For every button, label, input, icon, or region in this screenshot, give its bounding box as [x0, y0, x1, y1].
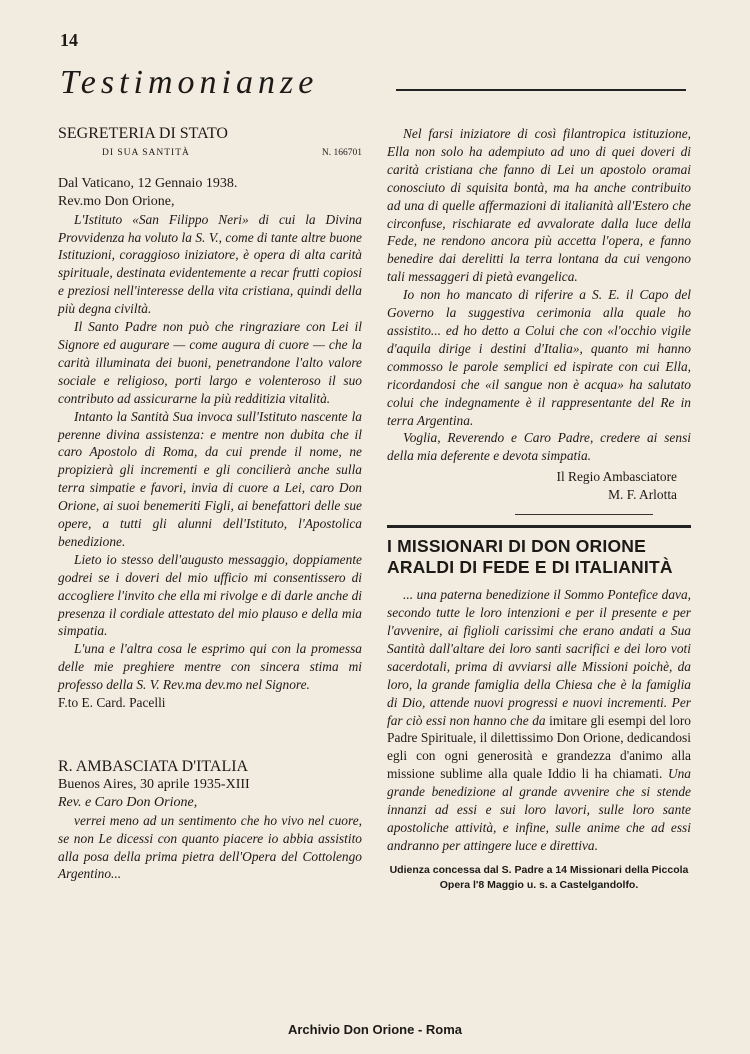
ambassador-title: Il Regio Ambasciatore — [556, 469, 677, 485]
ambassador-name: M. F. Arlotta — [608, 487, 677, 503]
segreteria-salutation: Rev.mo Don Orione, — [58, 193, 175, 209]
ambasciata-paragraph: Nel farsi iniziatore di così filantropica istituzione, Ella non solo ha adempiuto ad uno di quei doveri di carità cristiana che fanno di Lei un apostolo oramai conosciuto di squisita bontà, ma ha anche contribuito ad una di quelle affermazioni di italianità all'Estero che circonfuse, rischiarate ed avvalorate dalla luce della Fede, ne rendono ancora più accetta l'opera, e fanno benedire dai derelitti la terra lontana da cui vengono tali messaggeri di pietà evangelica. — [387, 126, 691, 285]
right-column — [387, 125, 691, 893]
header-title: Testimonianze — [60, 64, 319, 101]
ambasciata-salutation: Rev. e Caro Don Orione, — [58, 794, 198, 810]
protocol-number: N. 166701 — [321, 147, 362, 158]
left-column — [58, 125, 362, 883]
section-header — [60, 64, 686, 108]
segreteria-paragraph: Intanto la Santità Sua invoca sull'Istituto nascente la perenne divina assistenza: e mentre non dubita che il caro Apostolo di Roma, da cui prende il nome, ne propizierà gli incrementi e gli concilierà anche sulla terra simpatie e favori, invia di cuore a Lei, caro Don Orione, ai suoi benemeriti Figli, ai benefattori delle sue opere, a tutti gli alunni dell'Istituto, l'Apostolica benedizione. — [58, 408, 362, 549]
ambasciata-signature — [387, 468, 691, 504]
segreteria-subheading-row — [102, 145, 362, 163]
section-gap — [58, 712, 362, 758]
section-rule — [387, 525, 691, 528]
segreteria-paragraph: L'Istituto «San Filippo Neri» di cui la Divina Provvidenza ha voluto la S. V., come di tante altre buone Istituzioni, coraggioso iniziatore, è opera di alta carità spirituale, destinata evidentemente a recar frutti copiosi e preziosi nell'interesse della vita cristiana, quindi della più degna civiltà. — [58, 211, 362, 317]
photo-caption: Udienza concessa dal S. Padre a 14 Missionari della Piccola Opera l'8 Maggio u. s. a Castelgandolfo. — [389, 863, 689, 891]
archive-footer: Archivio Don Orione - Roma — [287, 1022, 463, 1037]
segreteria-paragraph: Il Santo Padre non può che ringraziare con Lei il Signore ed augurare — come augura di cuore — che la carità illuminata dei buoni, penetrandone l'alto valore sociale e religioso, porti largo e volenteroso il suo contributo ad assicurarne la più redditizia vitalità. — [58, 319, 362, 406]
segreteria-paragraph: L'una e l'altra cosa le esprimo qui con la promessa delle mie preghiere mentre con sincera stima mi professo della S. V. Rev.ma dev.mo nel Signore. — [58, 641, 362, 693]
missionari-paragraph — [387, 586, 691, 855]
segreteria-heading: SEGRETERIA DI STATO — [58, 125, 228, 142]
missionari-italic-text: ... una paterna benedizione il Sommo Pontefice dava, secondo tutte le loro intenzioni e per il presente e per l'avvenire, ai figlioli carissimi che erano andati a Sua Santità dall'altare dei loro santi sacrifici e dei loro voti sacerdotali, prima di avviarsi alle Missioni poichè, da loro, la grande famiglia della Chiesa che è la famiglia di Dio, attende nuovi progressi e nuovi incrementi. Per far ciò essi non hanno che da — [387, 587, 691, 728]
ambasciata-paragraph: verrei meno ad un sentimento che ho vivo nel cuore, se non Le dicessi con quanto piacere io abbia assistito alla posa della prima pietra dell'Opera del Cottolengo Argentino... — [58, 812, 362, 882]
page-number: 14 — [60, 30, 78, 50]
ambasciata-paragraph: Io non ho mancato di riferire a S. E. il Capo del Governo la suggestiva cerimonia alla quale ho assistito... ed ho detto a Colui che con «l'occhio vigile d'aquila dirige i destini d'Italia», quanto mi hanno commosso le parole semplici ed ispirate con cui Ella, ricordandosi che «il sangue non è acqua» ha salutato colui che indegnamente è il rappresentante del Re in terra Argentina. — [387, 287, 691, 428]
segreteria-subheading: DI SUA SANTITÀ — [102, 147, 190, 158]
divider — [515, 514, 653, 515]
segreteria-paragraph: Lieto io stesso dell'augusto messaggio, doppiamente godrei se i doveri del mio ufficio mi consentissero di accogliere l'invito che ella mi rivolge e di darle anche di presenza il cordiale attestato del mio plauso e della mia simpatia. — [58, 551, 362, 639]
segreteria-date: Dal Vaticano, 12 Gennaio 1938. — [58, 175, 238, 191]
header-rule — [396, 89, 686, 91]
ambasciata-date: Buenos Aires, 30 aprile 1935-XIII — [58, 776, 250, 792]
segreteria-signature: F.to E. Card. Pacelli — [58, 695, 166, 711]
ambasciata-heading: R. AMBASCIATA D'ITALIA — [58, 758, 249, 775]
missionari-italic-text: Una grande benedizione al grande avvenire che si stende innanzi ad essi e sui loro lavori, sulle loro sante apostoliche attività, e infine, sulle anime che ad essi andranno per attingere luce e direttiva. — [387, 766, 691, 853]
missionari-roman-text: imitare gli esempi del loro Padre Spirituale, il dilettissimo Don Orione, dedicandosi egli con ogni generosità e grandezza d'animo alla missione sublime alla quale Iddio li ha chiamati. — [387, 712, 691, 782]
missionari-title: I MISSIONARI DI DON ORIONE ARALDI DI FEDE E DI ITALIANITÀ — [387, 536, 673, 578]
ambasciata-closing: Voglia, Reverendo e Caro Padre, credere ai sensi della mia deferente e devota simpatia. — [387, 430, 691, 464]
